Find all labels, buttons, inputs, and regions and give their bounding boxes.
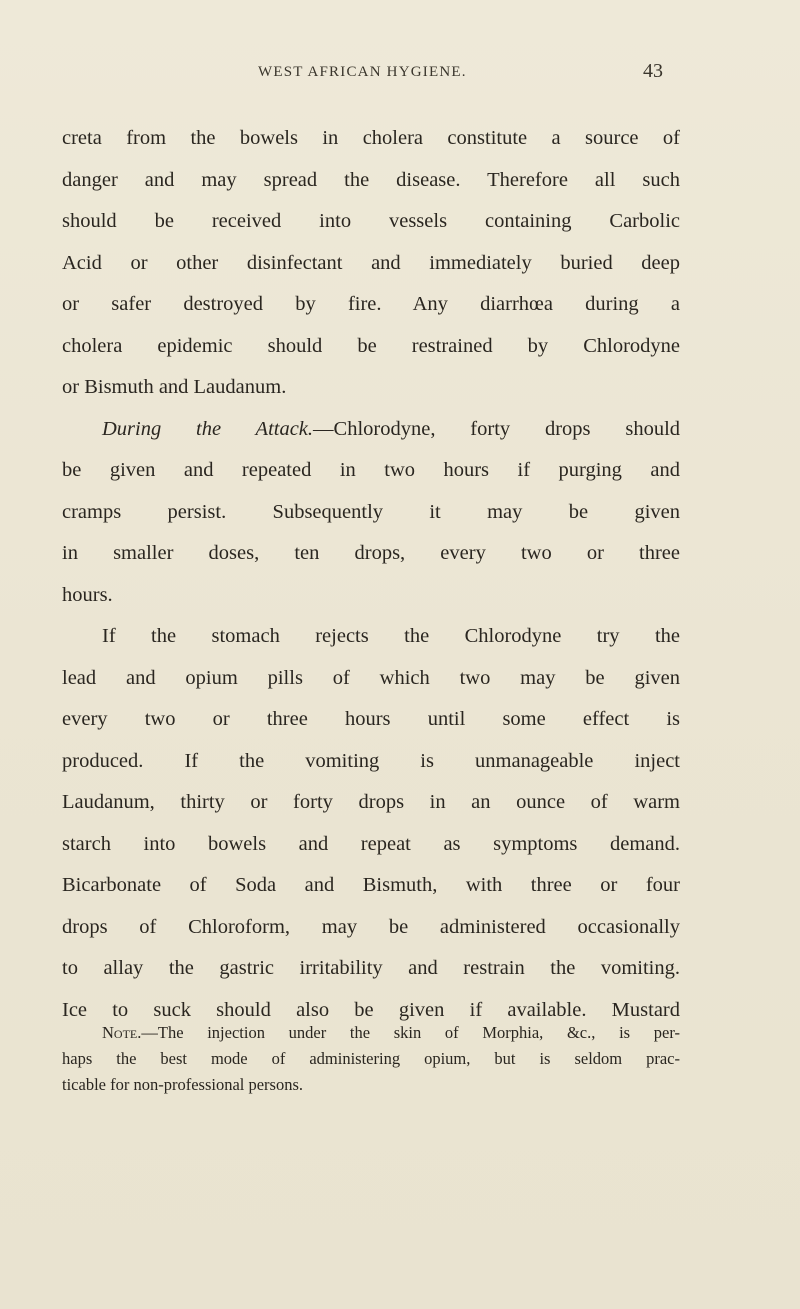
text-line: hours. — [62, 583, 113, 606]
text-line: Bicarbonate of Soda and Bismuth, with three or four — [62, 874, 680, 896]
text-line: lead and opium pills of which two may be given — [62, 666, 680, 689]
text-line: If the stomach rejects the Chlorodyne try the — [102, 625, 680, 647]
text-line: in smaller doses, ten drops, every two or three — [62, 542, 680, 564]
running-title: WEST AFRICAN HYGIENE. — [258, 64, 467, 80]
text-line: creta from the bowels in cholera constitute a source of — [62, 127, 680, 149]
text-line: Laudanum, thirty or forty drops in an ounce of warm — [62, 791, 680, 813]
footnote-text-rest: —The injection under the skin of Morphia, &c., is per- — [141, 1023, 680, 1042]
text-line: cramps persist. Subsequently it may be given — [62, 500, 680, 523]
text-line: drops of Chloroform, may be administered occasionally — [62, 915, 680, 938]
body-text — [62, 118, 680, 1031]
running-head — [0, 60, 800, 90]
text-line: or Bismuth and Laudanum. — [62, 376, 287, 398]
text-line: cholera epidemic should be restrained by Chlorodyne — [62, 334, 680, 357]
text-line: starch into bowels and repeat as symptoms demand. — [62, 832, 680, 855]
text-line: Ice to suck should also be given if available. Mustard — [62, 998, 680, 1021]
text-line-rest: —Chlorodyne, forty drops should — [313, 417, 681, 440]
paragraph-opening-line — [62, 409, 680, 451]
text-line: every two or three hours until some effect is — [62, 708, 680, 730]
text-line: be given and repeated in two hours if purging and — [62, 459, 680, 481]
text-line: or safer destroyed by fire. Any diarrhœa during a — [62, 293, 680, 315]
text-line: danger and may spread the disease. Therefore all such — [62, 168, 680, 191]
footnote-label: Note. — [102, 1023, 142, 1042]
text-line: produced. If the vomiting is unmanageable inject — [62, 749, 680, 772]
section-heading: During the Attack. — [102, 417, 314, 440]
text-line: Acid or other disinfectant and immediately buried deep — [62, 251, 680, 274]
page-number: 43 — [643, 60, 663, 82]
text-line: to allay the gastric irritability and restrain the vomiting. — [62, 957, 680, 979]
text-line: should be received into vessels containing Carbolic — [62, 210, 680, 232]
footnote-opening-line — [62, 1020, 680, 1046]
footnote-line: haps the best mode of administering opium, but is seldom prac- — [62, 1049, 680, 1068]
footnote — [62, 1020, 680, 1098]
footnote-line: ticable for non-professional persons. — [62, 1075, 304, 1094]
